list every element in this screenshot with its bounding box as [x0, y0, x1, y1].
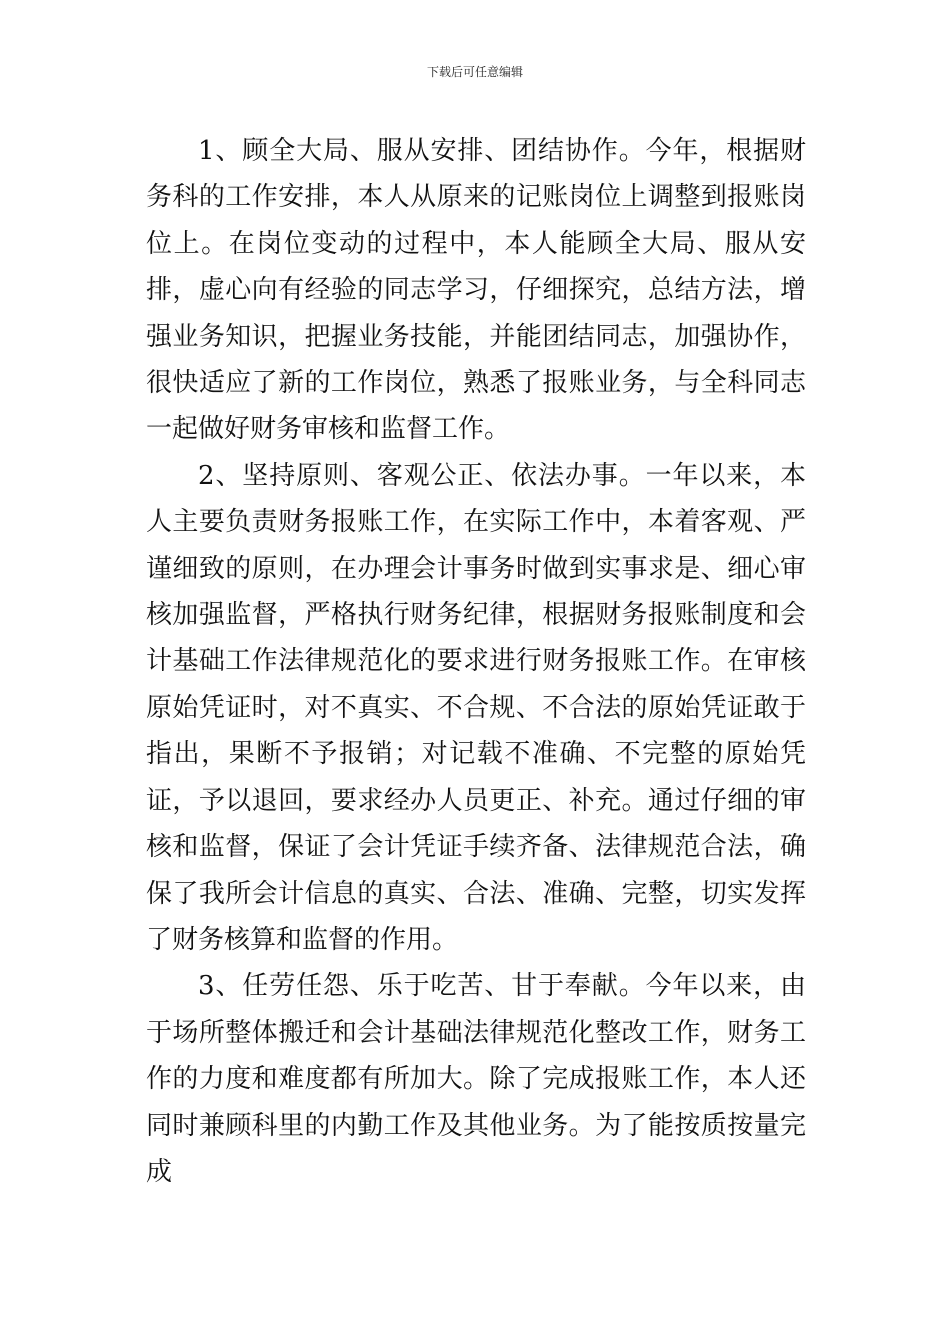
- paragraph-1: 1、顾全大局、服从安排、团结协作。今年，根据财务科的工作安排，本人从原来的记账岗位上调整到报账岗位上。在岗位变动的过程中，本人能顾全大局、服从安排，虚心向有经验的同志学习，仔细探究，总结方法，增强业务知识，把握业务技能，并能团结同志，加强协作，很快适应了新的工作岗位，熟悉了报账业务，与全科同志一起做好财务审核和监督工作。: [146, 136, 806, 445]
- paragraph-2: 2、坚持原则、客观公正、依法办事。一年以来，本人主要负责财务报账工作，在实际工作中，本着客观、严谨细致的原则，在办理会计事务时做到实事求是、细心审核加强监督，严格执行财务纪律，根据财务报账制度和会计基础工作法律规范化的要求进行财务报账工作。在审核原始凭证时，对不真实、不合规、不合法的原始凭证敢于指出，果断不予报销；对记载不准确、不完整的原始凭证，予以退回，要求经办人员更正、补充。通过仔细的审核和监督，保证了会计凭证手续齐备、法律规范合法，确保了我所会计信息的真实、合法、准确、完整，切实发挥了财务核算和监督的作用。: [146, 460, 806, 955]
- document-body: [146, 128, 806, 1195]
- paragraph-3: 3、任劳任怨、乐于吃苦、甘于奉献。今年以来，由于场所整体搬迁和会计基础法律规范化整改工作，财务工作的力度和难度都有所加大。除了完成报账工作，本人还同时兼顾科里的内勤工作及其他业务。为了能按质按量完成: [146, 971, 806, 1187]
- page-header: 下载后可任意编辑: [426, 65, 523, 79]
